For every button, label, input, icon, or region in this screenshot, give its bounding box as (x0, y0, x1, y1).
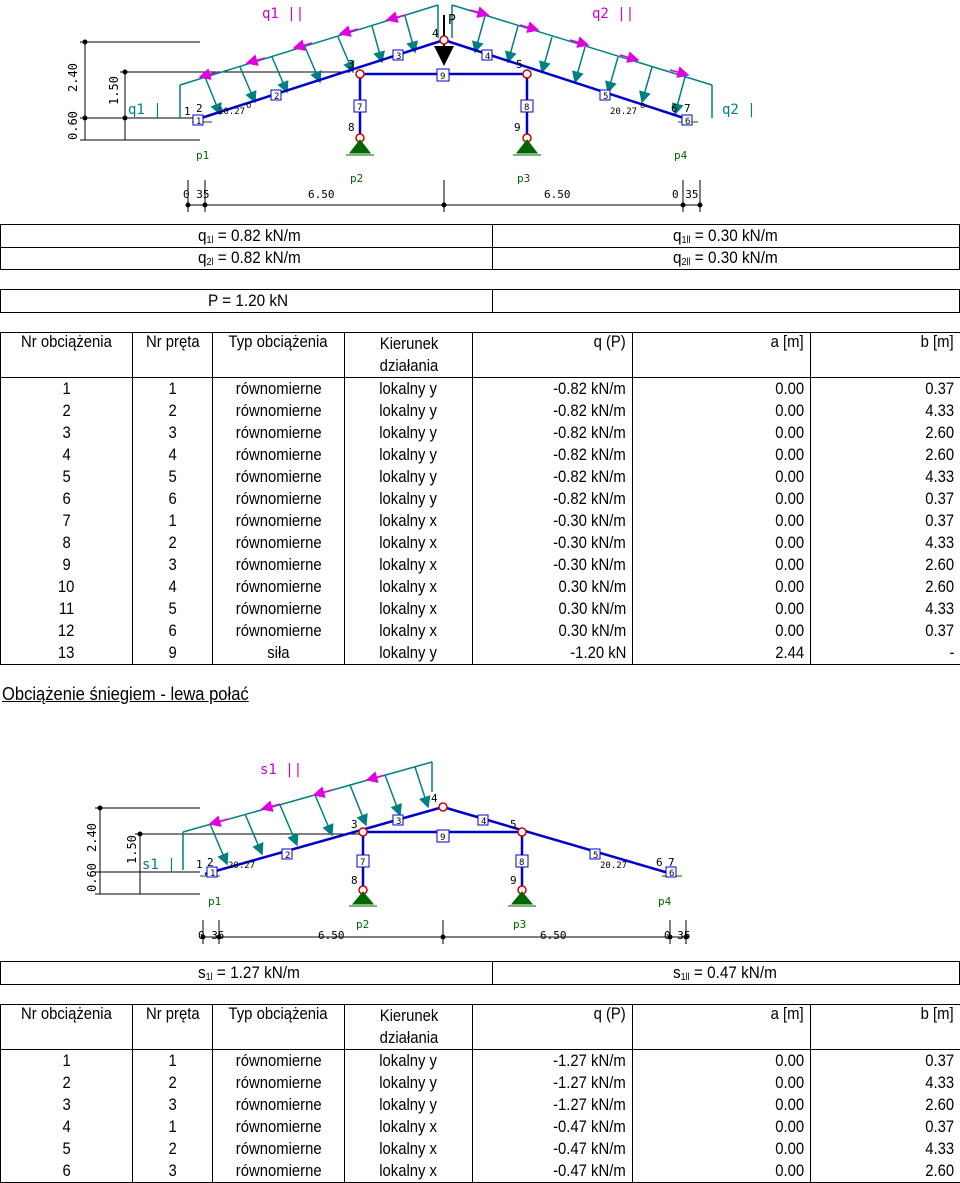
table-cell: 10 (1, 576, 133, 598)
table-cell: równomierne (213, 1160, 345, 1183)
header-cell: Nr pręta (133, 1005, 213, 1050)
table-cell: lokalny x (345, 554, 473, 576)
table-cell: 2.60 (811, 1160, 960, 1183)
s1l-value: $s_{1l} = 1.27$ kN/m (198, 963, 300, 983)
table-cell: 0.00 (633, 620, 811, 642)
svg-text:p2: p2 (350, 172, 363, 185)
table-cell: -0.47 kN/m (473, 1160, 633, 1183)
supports (192, 116, 698, 155)
table-cell: 6 (133, 620, 213, 642)
svg-text:p4: p4 (658, 895, 672, 908)
table-cell: równomierne (213, 554, 345, 576)
table-cell: równomierne (213, 620, 345, 642)
table-cell: 0.00 (633, 1094, 811, 1116)
load-arrows-right (475, 16, 685, 114)
table-cell: -1.20 kN (473, 642, 633, 665)
dim-label: 1.50 (107, 76, 121, 105)
s1-side-label: s1 | (142, 857, 176, 873)
tangential-arrows-right (470, 10, 688, 75)
s1ll-value: $s_{1ll} = 0.47$ kN/m (673, 963, 777, 983)
svg-text:7: 7 (668, 856, 675, 869)
header-cell: Kierunek działania (345, 333, 473, 378)
table-cell: 4.33 (811, 1072, 960, 1094)
load-arrows-left (205, 16, 415, 114)
table-cell: równomierne (213, 1094, 345, 1116)
table-cell: lokalny x (345, 532, 473, 554)
table-cell: 2 (133, 1072, 213, 1094)
table-cell: 0.00 (633, 1116, 811, 1138)
svg-text:p1: p1 (208, 895, 221, 908)
table-cell: 4.33 (811, 1138, 960, 1160)
angle-label: 20.27 (218, 107, 245, 117)
svg-text:9: 9 (510, 874, 517, 887)
svg-text:1: 1 (196, 858, 203, 871)
table-cell: 4.33 (811, 598, 960, 620)
table-cell: lokalny x (345, 1160, 473, 1183)
table-cell: lokalny x (345, 620, 473, 642)
table-cell: 1 (133, 1050, 213, 1073)
table-cell: lokalny x (345, 510, 473, 532)
dim-label: 0.60 (66, 111, 80, 140)
svg-text:2: 2 (207, 856, 214, 869)
table-cell: siła (213, 642, 345, 665)
table-cell: 9 (133, 642, 213, 665)
table-cell: równomierne (213, 532, 345, 554)
table-cell: lokalny y (345, 1072, 473, 1094)
dim-label: 0.60 (85, 863, 99, 892)
table-row (1, 532, 960, 554)
table-cell: lokalny x (345, 1116, 473, 1138)
table-cell: lokalny y (345, 488, 473, 510)
nodes (359, 803, 526, 894)
header-cell: q (P) (473, 1005, 633, 1050)
table-cell: -1.27 kN/m (473, 1094, 633, 1116)
table-cell: równomierne (213, 1072, 345, 1094)
table-cell: 4.33 (811, 532, 960, 554)
svg-text:6: 6 (656, 856, 663, 869)
svg-text:5: 5 (516, 58, 523, 71)
bar-o-label: o (640, 101, 645, 111)
table-cell: 0.00 (633, 466, 811, 488)
table-cell: 0.00 (633, 576, 811, 598)
svg-text:8: 8 (524, 103, 529, 113)
q1-label: q1 || (262, 6, 304, 22)
table-cell: lokalny y (345, 466, 473, 488)
table-cell: 2.60 (811, 576, 960, 598)
table-cell: 4 (133, 444, 213, 466)
svg-text:8: 8 (519, 858, 524, 868)
q2-side-label: q2 | (722, 102, 756, 118)
header-cell: Typ obciążenia (213, 1005, 345, 1050)
table-cell: 12 (1, 620, 133, 642)
angle-label: 20.27 (610, 107, 637, 117)
frame-diagram-snow (0, 752, 960, 956)
load-table-1 (0, 332, 960, 665)
table-cell: równomierne (213, 510, 345, 532)
svg-text:0 35: 0 35 (664, 929, 691, 942)
svg-text:6: 6 (669, 869, 674, 879)
table-cell: 3 (133, 554, 213, 576)
table-cell: 2 (133, 1138, 213, 1160)
table-cell: -0.47 kN/m (473, 1116, 633, 1138)
point-load-label: P (448, 13, 456, 28)
horizontal-dimensions (186, 180, 702, 212)
table-cell: lokalny y (345, 422, 473, 444)
svg-text:p2: p2 (356, 918, 369, 931)
header-cell: Nr obciążenia (1, 333, 133, 378)
table-cell: 6 (1, 1160, 133, 1183)
table-cell: 6 (133, 488, 213, 510)
table-cell: lokalny y (345, 1094, 473, 1116)
table-row (1, 620, 960, 642)
table-cell: 4.33 (811, 400, 960, 422)
table-row (1, 422, 960, 444)
svg-text:1: 1 (210, 869, 215, 879)
table-cell: -0.82 kN/m (473, 378, 633, 401)
table-cell: 7 (1, 510, 133, 532)
table-cell: 5 (1, 466, 133, 488)
table-row (1, 400, 960, 422)
table-cell: 13 (1, 642, 133, 665)
table-cell: -0.30 kN/m (473, 510, 633, 532)
table-cell: równomierne (213, 1116, 345, 1138)
svg-text:6: 6 (685, 117, 690, 127)
svg-text:4: 4 (431, 792, 438, 805)
dim-label: 2.40 (66, 63, 80, 92)
table-cell: 3 (133, 1094, 213, 1116)
q2l-value: $q_{2l} = 0.82$ kN/m (198, 248, 301, 268)
table-cell: 1 (1, 1050, 133, 1073)
table-cell: 5 (133, 598, 213, 620)
p-value: P = 1.20 kN (208, 291, 288, 311)
table-cell: 0.00 (633, 1050, 811, 1073)
table-cell: 6 (1, 488, 133, 510)
table-cell: 0.00 (633, 554, 811, 576)
table-cell: równomierne (213, 1138, 345, 1160)
header-cell: b [m] (811, 1005, 960, 1050)
header-cell: Nr obciążenia (1, 1005, 133, 1050)
table-row (1, 444, 960, 466)
horizontal-dimensions (201, 920, 688, 944)
table-cell: 3 (133, 1160, 213, 1183)
svg-text:2: 2 (196, 102, 203, 115)
table-cell: 0.00 (633, 488, 811, 510)
table-cell: 5 (1, 1138, 133, 1160)
svg-text:8: 8 (348, 121, 355, 134)
section-title-snow: Obciążenie śniegiem - lewa połać (2, 684, 249, 705)
svg-text:9: 9 (440, 833, 445, 843)
svg-text:5: 5 (603, 92, 608, 102)
table-cell: równomierne (213, 400, 345, 422)
table-cell: 1 (133, 510, 213, 532)
table-row (1, 1116, 960, 1138)
table-cell: 3 (1, 1094, 133, 1116)
table-cell: 0.00 (633, 400, 811, 422)
table-cell: 0.00 (633, 1072, 811, 1094)
table-row (1, 1160, 960, 1183)
table-cell: lokalny y (345, 642, 473, 665)
table-cell: -0.82 kN/m (473, 422, 633, 444)
header-cell: a [m] (633, 1005, 811, 1050)
table-cell: 1 (133, 1116, 213, 1138)
svg-text:0 35: 0 35 (198, 929, 225, 942)
svg-text:0 35: 0 35 (183, 188, 210, 201)
table-cell: 0.30 kN/m (473, 598, 633, 620)
table-cell: równomierne (213, 488, 345, 510)
bar-o-label: o (246, 101, 251, 111)
table-cell: 0.00 (633, 598, 811, 620)
header-cell: a [m] (633, 333, 811, 378)
table-cell: równomierne (213, 598, 345, 620)
table-cell: 2 (1, 1072, 133, 1094)
table-cell: 4 (1, 1116, 133, 1138)
table-cell: 0.37 (811, 510, 960, 532)
table-cell: -1.27 kN/m (473, 1050, 633, 1073)
table-row (1, 488, 960, 510)
svg-text:9: 9 (514, 121, 521, 134)
svg-text:7: 7 (357, 103, 362, 113)
table-cell: równomierne (213, 378, 345, 401)
angle-label: 20.27 (600, 861, 627, 871)
table-cell: 3 (133, 422, 213, 444)
table-cell: 0.30 kN/m (473, 620, 633, 642)
svg-text:6.50: 6.50 (540, 929, 567, 942)
table-cell: -0.30 kN/m (473, 554, 633, 576)
table-row (1, 466, 960, 488)
svg-text:3: 3 (396, 52, 401, 62)
q1-side-label: q1 | (128, 102, 162, 118)
frame-diagram-top (0, 0, 960, 222)
table-cell: -0.82 kN/m (473, 466, 633, 488)
table-row (1, 1050, 960, 1073)
svg-text:4: 4 (481, 817, 486, 827)
table-cell: lokalny x (345, 598, 473, 620)
angle-label: 20.27 (228, 861, 255, 871)
table-cell: - (811, 642, 960, 665)
table-cell: -0.82 kN/m (473, 444, 633, 466)
q2ll-value: $q_{2ll} = 0.30$ kN/m (673, 248, 778, 268)
table-cell: 2.60 (811, 444, 960, 466)
table-cell: 4.33 (811, 466, 960, 488)
table-cell: -1.27 kN/m (473, 1072, 633, 1094)
svg-text:3: 3 (396, 817, 401, 827)
table-cell: 2.60 (811, 422, 960, 444)
svg-text:7: 7 (360, 858, 365, 868)
svg-text:8: 8 (351, 874, 358, 887)
table-cell: 5 (133, 466, 213, 488)
table-cell: 0.37 (811, 378, 960, 401)
table-cell: 4 (133, 576, 213, 598)
snow-summary-box (0, 961, 960, 985)
svg-text:4: 4 (432, 27, 439, 40)
svg-text:9: 9 (440, 72, 445, 82)
table-cell: lokalny y (345, 1050, 473, 1073)
table-cell: 0.00 (633, 378, 811, 401)
table-cell: 0.00 (633, 532, 811, 554)
table-cell: 0.30 kN/m (473, 576, 633, 598)
table-row (1, 378, 960, 401)
table-cell: 9 (1, 554, 133, 576)
load-summary-box (0, 224, 960, 270)
table-cell: 4 (1, 444, 133, 466)
table-cell: 8 (1, 532, 133, 554)
table-cell: 0.37 (811, 1050, 960, 1073)
svg-text:p3: p3 (517, 172, 530, 185)
table-cell: -0.82 kN/m (473, 488, 633, 510)
q2-label: q2 || (592, 6, 634, 22)
load-table-2 (0, 1004, 960, 1183)
header-cell: Kierunek działania (345, 1005, 473, 1050)
frame-members (205, 807, 672, 890)
svg-text:6.50: 6.50 (308, 188, 335, 201)
svg-text:p4: p4 (674, 149, 688, 162)
table-row (1, 598, 960, 620)
table-header (1, 333, 960, 378)
table-cell: -0.30 kN/m (473, 532, 633, 554)
supports (200, 876, 682, 906)
table-cell: 0.00 (633, 444, 811, 466)
table-cell: 2.60 (811, 554, 960, 576)
table-cell: równomierne (213, 444, 345, 466)
svg-text:6.50: 6.50 (544, 188, 571, 201)
table-row (1, 1094, 960, 1116)
header-cell: Typ obciążenia (213, 333, 345, 378)
table-cell: 0.00 (633, 510, 811, 532)
table-cell: 0.37 (811, 1116, 960, 1138)
table-row (1, 1138, 960, 1160)
svg-text:p3: p3 (513, 918, 526, 931)
table-cell: 0.37 (811, 620, 960, 642)
table-header (1, 1005, 960, 1050)
table-row (1, 510, 960, 532)
s1-label: s1 || (260, 762, 302, 778)
svg-text:3: 3 (348, 58, 355, 71)
table-cell: równomierne (213, 422, 345, 444)
svg-text:1: 1 (184, 105, 191, 118)
svg-text:p1: p1 (196, 149, 209, 162)
table-cell: -0.47 kN/m (473, 1138, 633, 1160)
header-cell: q (P) (473, 333, 633, 378)
table-cell: 2.44 (633, 642, 811, 665)
table-cell: 2 (1, 400, 133, 422)
table-cell: lokalny y (345, 444, 473, 466)
table-cell: 2 (133, 532, 213, 554)
table-cell: lokalny y (345, 400, 473, 422)
table-row (1, 642, 960, 665)
table-cell: 0.00 (633, 1160, 811, 1183)
table-cell: 1 (1, 378, 133, 401)
svg-text:7: 7 (684, 102, 691, 115)
svg-text:1: 1 (196, 117, 201, 127)
svg-text:2: 2 (274, 92, 279, 102)
table-cell: 0.37 (811, 488, 960, 510)
svg-text:6: 6 (671, 102, 678, 115)
dim-label: 2.40 (85, 823, 99, 852)
table-cell: lokalny x (345, 576, 473, 598)
table-cell: równomierne (213, 466, 345, 488)
svg-text:3: 3 (351, 818, 358, 831)
table-cell: lokalny x (345, 1138, 473, 1160)
header-cell: b [m] (811, 333, 960, 378)
dim-label: 1.50 (125, 835, 139, 864)
table-cell: lokalny y (345, 378, 473, 401)
table-cell: równomierne (213, 1050, 345, 1073)
q1l-value: $q_{1l} = 0.82$ kN/m (198, 226, 301, 246)
table-cell: 3 (1, 422, 133, 444)
svg-text:5: 5 (593, 851, 598, 861)
table-cell: -0.82 kN/m (473, 400, 633, 422)
svg-text:6.50: 6.50 (318, 929, 345, 942)
header-cell: Nr pręta (133, 333, 213, 378)
svg-text:0 35: 0 35 (672, 188, 699, 201)
svg-text:2: 2 (285, 851, 290, 861)
table-cell: równomierne (213, 576, 345, 598)
table-cell: 11 (1, 598, 133, 620)
table-cell: 1 (133, 378, 213, 401)
table-cell: 2.60 (811, 1094, 960, 1116)
table-row (1, 576, 960, 598)
table-cell: 0.00 (633, 1138, 811, 1160)
table-cell: 2 (133, 400, 213, 422)
table-cell: 0.00 (633, 422, 811, 444)
svg-text:5: 5 (510, 818, 517, 831)
svg-text:4: 4 (485, 52, 490, 62)
q1ll-value: $q_{1ll} = 0.30$ kN/m (673, 226, 778, 246)
table-row (1, 554, 960, 576)
point-load-box (0, 289, 960, 313)
table-row (1, 1072, 960, 1094)
